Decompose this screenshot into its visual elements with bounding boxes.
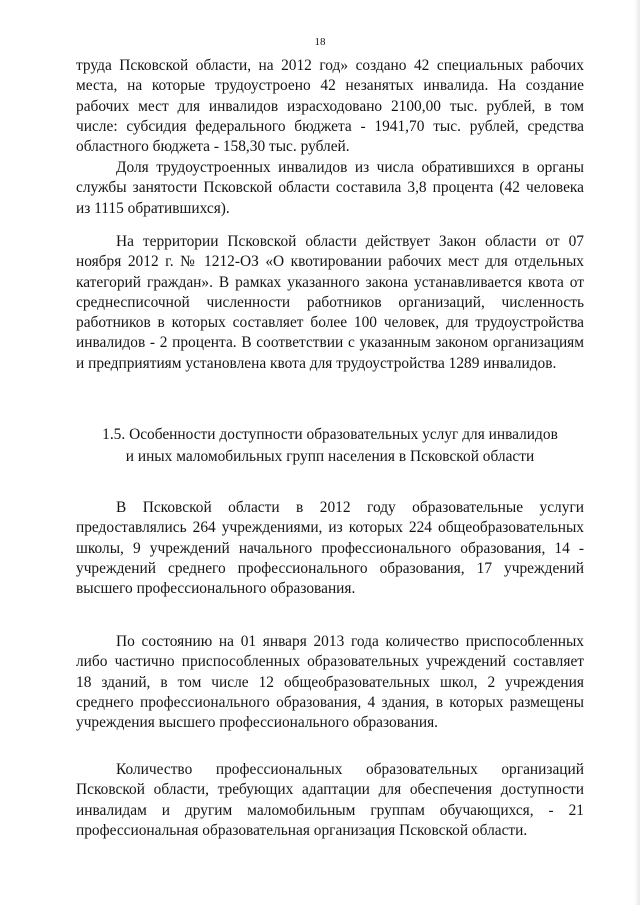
section-heading-line-2: и иных маломобильных групп населения в Псковской области xyxy=(125,448,535,465)
paragraph-education-institutions: В Псковской области в 2012 году образовательные услуги предоставлялись 264 учреждениями, из которых 224 общеобразовательных школы, 9 учреждений начального профессионального образования, 14 - учреждений среднего профессионального образования, 17 учреждений высшего профессионального образования. xyxy=(76,499,584,598)
paragraph-employment-funding: труда Псковской области, на 2012 год» создано 42 специальных рабочих места, на которые трудоустроено 42 незанятых инвалида. На создание рабочих мест для инвалидов израсходовано 2100,00 тыс. рублей, в том числе: субсидия федерального бюджета - 1941,70 тыс. рублей, средства областного бюджета - 158,30 тыс. рублей. xyxy=(76,57,584,156)
paragraph-organizations-requiring-adaptation: Количество профессиональных образовательных организаций Псковской области, требующих адаптации для обеспечения доступности инвалидам и другим маломобильным группам обучающихся, - 21 профессиональная образовательная организация Псковской области. xyxy=(76,761,584,839)
paragraph-adapted-buildings: По состоянию на 01 января 2013 года количество приспособленных либо частично приспособленных образовательных учреждений составляет 18 зданий, в том числе 12 общеобразовательных школ, 2 учреждения среднего профессионального образования, 4 здания, в которых размещены учреждения высшего профессионального образования. xyxy=(76,633,584,732)
paragraph-employment-share: Доля трудоустроенных инвалидов из числа обратившихся в органы службы занятости Псковской области составила 3,8 процента (42 человека из 1115 обратившихся). xyxy=(76,159,584,217)
scan-edge-shadow xyxy=(634,0,640,905)
section-heading xyxy=(76,424,584,468)
section-heading-line-1: 1.5. Особенности доступности образовательных услуг для инвалидов xyxy=(102,426,558,443)
paragraph-quota-law: На территории Псковской области действует Закон области от 07 ноября 2012 г. № 1212-ОЗ «О квотировании рабочих мест для отдельных категорий граждан». В рамках указанного закона устанавливается квота от среднесписочной численности работников организаций, численность работников в которых составляет более 100 человек, для трудоустройства инвалидов - 2 процента. В соответствии с указанным законом организациям и предприятиям установлена квота для трудоустройства 1289 инвалидов. xyxy=(76,233,584,372)
page-number: 18 xyxy=(314,36,326,48)
